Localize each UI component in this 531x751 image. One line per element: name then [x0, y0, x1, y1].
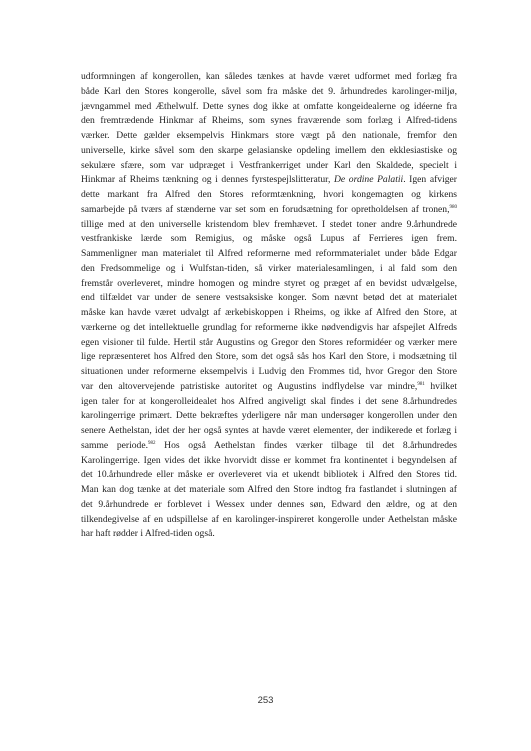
text-line: [81, 336, 457, 351]
text-line: [81, 203, 457, 218]
text-line: [81, 114, 457, 129]
text-line: [81, 100, 457, 115]
italic-title: De ordine Palatii: [334, 174, 404, 186]
text-line: [81, 424, 457, 439]
line-text: både Karl den Stores kongerolle, såvel som fra måske det 9. århundredes karolinger-miljø,: [81, 85, 457, 97]
line-text: universelle, kirke såvel som den skarpe gelasianske opdeling imellem den ekklesiastiske og: [81, 144, 457, 156]
text-line: [81, 70, 457, 85]
line-text: Karolingerrige. Igen vides det ikke hvorvidt disse er kommet fra kontinentet i begyndelsen af: [81, 454, 457, 466]
text-line: [81, 173, 457, 188]
line-text: Hinkmar af Rheims tænkning og i dennes fyrstespejlslitteratur,: [81, 174, 334, 186]
line-text-continued: . Igen afviger: [403, 174, 457, 186]
body-text: [81, 70, 457, 542]
text-line: [81, 232, 457, 247]
text-line: [81, 498, 457, 513]
text-line: [81, 439, 457, 454]
text-line: [81, 395, 457, 410]
text-line: [81, 365, 457, 380]
line-text: senere Aethelstan, idet der her også syntes at havde været elementer, der indikerede et forlæg i: [81, 425, 457, 436]
footnote-ref[interactable]: 982: [148, 440, 156, 446]
line-text: den fremtrædende Hinkmar af Rheims, som synes fraværende som forlæg i Alfred-tidens: [81, 115, 457, 127]
line-text: værker. Dette gælder eksempelvis Hinkmars store vægt på den nationale, fremfor den: [81, 130, 457, 141]
text-line: [81, 380, 457, 395]
line-text: det 9.århundrede er forblevet i Wessex under dennes søn, Edward den ældre, og at den: [81, 498, 457, 510]
text-line: [81, 262, 457, 277]
line-text: værkerne og det intellektuelle grundlag for reformerne ikke nødvendigvis har afspejlet Alfreds: [81, 321, 457, 333]
text-line: [81, 247, 457, 262]
line-text: fremstår overleveret, mindre homogen og mindre styret og præget af en bevidst udvælgelse,: [81, 277, 457, 289]
text-line: [81, 454, 457, 469]
line-text: Sammenligner man materialet til Alfred reformerne med reformmaterialet under både Edgar: [81, 248, 457, 259]
text-line: [81, 291, 457, 306]
text-line: [81, 129, 457, 144]
footnote-ref[interactable]: 980: [449, 204, 457, 210]
line-text: samme periode.: [81, 439, 149, 451]
line-text: måske kan havde været udvalgt af ærkebiskoppen i Rheims, og ikke af Alfred den Store, at: [81, 307, 457, 318]
line-text: har haft rødder i Alfred-tiden også.: [81, 528, 215, 540]
line-text: vestfrankiske lærde som Remigius, og måske også Lupus af Ferrieres igen frem.: [81, 233, 457, 245]
line-text: den Fredsommelige og i Wulfstan-tiden, så virker materialesamlingen, i al fald som den: [81, 262, 457, 274]
line-text: egen visioner til fulde. Hertil står Augustins og Gregor den Stores reformidéer og værker mere: [81, 336, 457, 348]
page-number: 253: [257, 695, 274, 706]
line-text: tillige med at den universelle kristendom blev fremhævet. I stedet toner andre 9.århundrede: [81, 218, 457, 230]
text-line: [81, 468, 457, 483]
text-line: [81, 188, 457, 203]
line-text: karolingerrige primært. Dette bekræftes yderligere når man undersøger kongerollen under den: [81, 410, 457, 422]
text-line: [81, 321, 457, 336]
line-text: lige repræsenteret hos Alfred den Store, som det også sås hos Karl den Store, i modsætning til: [81, 351, 457, 363]
line-text-continued: Hos også Aethelstan findes værker tilbage til det 8.århundredes: [155, 439, 457, 451]
line-text: sekulære sfære, som var udpræget i Vestfrankerriget under Karl den Skaldede, specielt i: [81, 159, 457, 171]
text-line: [81, 513, 457, 528]
line-text: var den altovervejende patristiske autoritet og Augustins indflydelse var mindre,: [81, 380, 418, 392]
line-text: Man kan dog tænke at det materiale som Alfred den Store indtog fra fastlandet i slutningen af: [81, 484, 457, 495]
text-line: [81, 277, 457, 292]
line-text: samarbejde på tværs af stænderne var set som en forudsætning for opretholdelsen af tronen,: [81, 203, 450, 215]
footnote-ref[interactable]: 981: [417, 381, 425, 387]
text-line: [81, 144, 457, 159]
line-text-continued: hvilket: [424, 380, 458, 392]
line-text: igen taler for at kongerolleidealet hos Alfred angiveligt skal findes i det sene 8.århundredes: [81, 395, 457, 407]
text-line: [81, 85, 457, 100]
text-line: [81, 483, 457, 498]
text-line: [81, 409, 457, 424]
line-text: det 10.århundrede eller måske er overleveret via et ukendt bibliotek i Alfred den Stores tid.: [81, 469, 457, 481]
text-line: [81, 350, 457, 365]
line-text: tilkendegivelse af en udspillelse af en karolinger-inspireret kongerolle under Aethelstan måske: [81, 513, 457, 525]
text-line: [81, 306, 457, 321]
text-line: [81, 159, 457, 174]
line-text: jævngammel med Æthelwulf. Dette synes dog ikke at omfatte kongeidealerne og idéerne fra: [81, 100, 457, 112]
text-line: [81, 527, 457, 542]
line-text: situationen under reformerne eksempelvis i Ludvig den Frommes tid, hvor Gregor den Store: [81, 366, 457, 377]
line-text: udformningen af kongerollen, kan således tænkes at havde været udformet med forlæg fra: [81, 71, 457, 82]
line-text: dette markant fra Alfred den Stores reformtænkning, hvori kongemagten og kirkens: [81, 189, 457, 200]
text-line: [81, 218, 457, 233]
line-text: end tilfældet var under de senere vestsaksiske konger. Som nævnt betød det at materialet: [81, 292, 457, 304]
